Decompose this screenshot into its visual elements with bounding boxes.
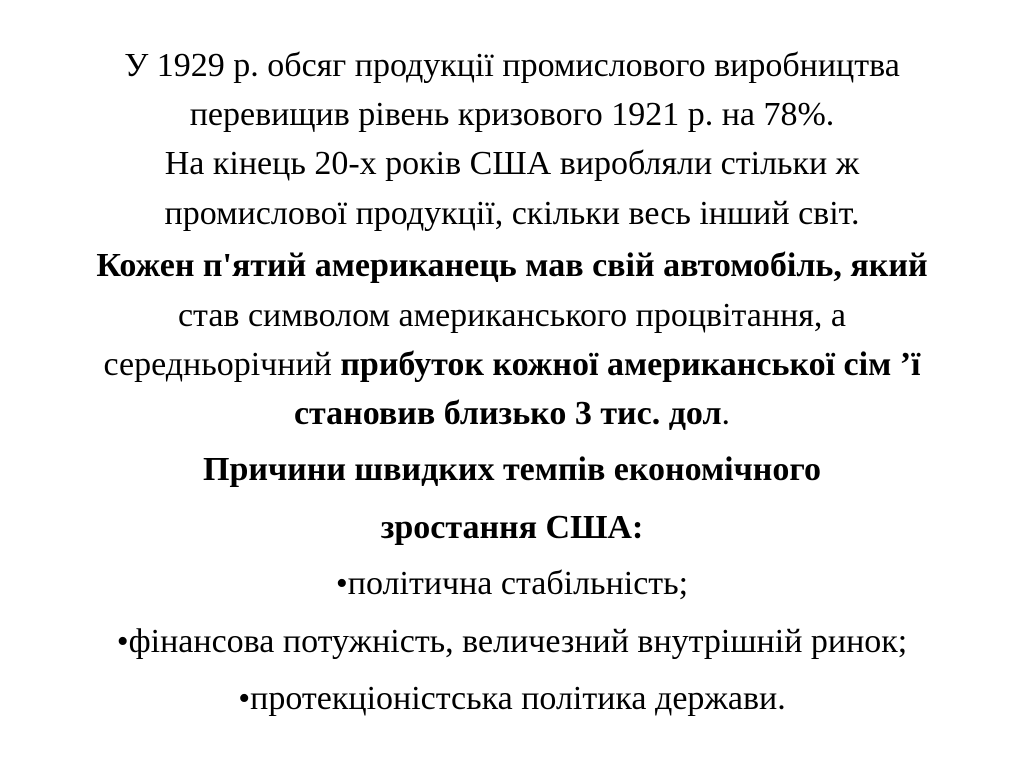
reasons-heading-line-1: Причини швидких темпів економічного [203, 451, 821, 488]
prosperity-line-1: Кожен п'ятий американець мав свій автомобіль, який [96, 247, 928, 284]
prosperity-line-3-plain: середньорічний [103, 346, 341, 383]
reasons-heading-line-2: зростання США: [380, 509, 644, 546]
prosperity-line-4 [0, 394, 1024, 434]
reason-item: •протекціоністська політика держави. [238, 680, 786, 717]
intro-line-4: промислової продукції, скільки весь інший світ. [164, 195, 860, 232]
intro-line-1: У 1929 р. обсяг продукції промислового виробництва [124, 47, 900, 84]
intro-line-3: На кінець 20-х років США виробляли стільки ж [164, 145, 860, 182]
prosperity-line-3-bold: прибуток кожної американської сім ’ї [340, 346, 921, 383]
prosperity-line-4-end: . [721, 395, 731, 432]
intro-line-2: перевищив рівень кризового 1921 р. на 78%. [189, 96, 835, 133]
prosperity-line-3 [0, 345, 1024, 385]
reason-item: •політична стабільність; [335, 565, 689, 602]
prosperity-line-4-bold: становив близько 3 тис. дол [293, 395, 722, 432]
prosperity-line-2: став символом американського процвітання, а [177, 297, 847, 334]
reason-item: •фінансова потужність, величезний внутрішній ринок; [116, 623, 908, 660]
